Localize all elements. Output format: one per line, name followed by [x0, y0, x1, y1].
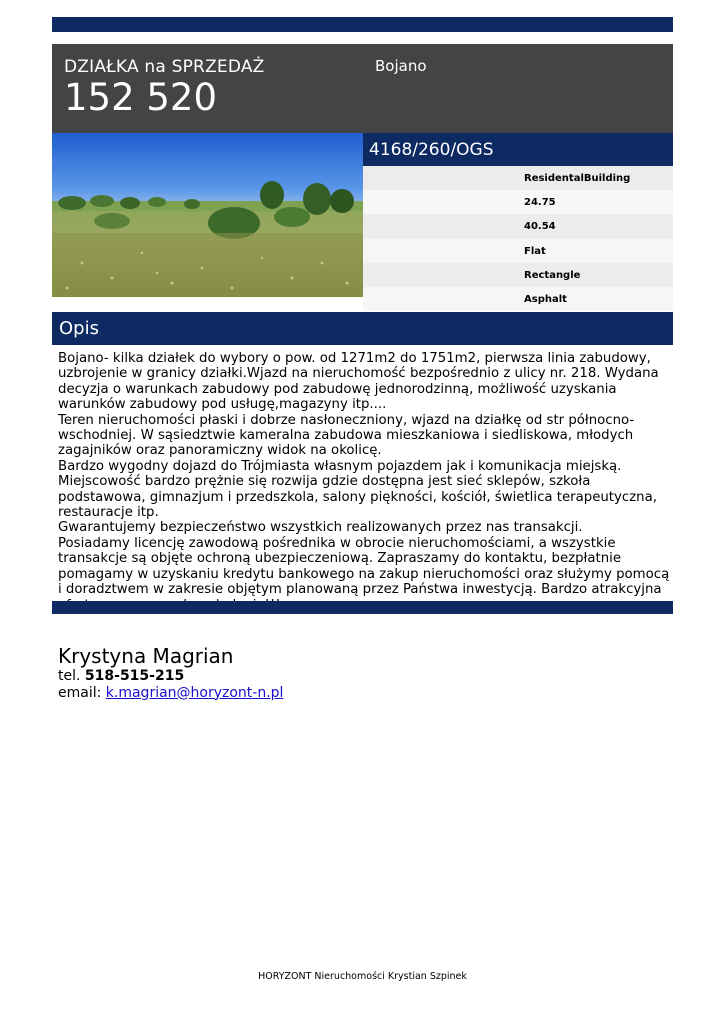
agent-email-line: [58, 685, 658, 702]
feature-row-road: Asphalt: [363, 287, 673, 311]
agent-phone: 518-515-215: [84, 668, 185, 684]
description-paragraph: Gwarantujemy bezpieczeństwo wszystkich realizowanych przez nas transakcji.: [58, 520, 583, 536]
agent-contact: [58, 644, 658, 701]
description-paragraph: Bojano- kilka działek do wybory o pow. od 1271m2 do 1751m2, pierwsza linia zabudowy, uzbrojenie w granicy działki.Wjazd na nieruchomość bezpośrednio z ulicy nr. 218. Wydana decyzja o warunkach zabudowy pod zabudowę jednorodzinną, możliwość uzyskania warunków zabudowy pod usługę,magazyny itp....: [58, 351, 659, 413]
feature-row-value-2: 40.54: [363, 214, 673, 238]
listing-header: [52, 44, 673, 133]
agent-name: Krystyna Magrian: [58, 644, 234, 668]
agent-email-link[interactable]: k.magrian@horyzont-n.pl: [105, 684, 284, 701]
feature-row-shape: Rectangle: [363, 263, 673, 287]
phone-label: tel.: [58, 668, 81, 684]
listing-city: Bojano: [375, 57, 427, 75]
feature-row-terrain: Flat: [363, 239, 673, 263]
footer-agency: HORYZONT Nieruchomości Krystian Szpinek: [258, 971, 467, 982]
feature-row-value-1: 24.75: [363, 190, 673, 214]
description-paragraph: Bardzo wygodny dojazd do Trójmiasta własnym pojazdem jak i komunikacja miejską. Miejscowość bardzo prężnie się rozwija gdzie dostępna jest sieć sklepów, szkoła podstawowa, gimnazjum i przedszkola, salony piękności, kościół, świetlica terapeutyczna, restauracje itp.: [58, 458, 657, 521]
property-photo: [52, 133, 363, 297]
email-label: email:: [58, 684, 102, 701]
description-text: [58, 351, 670, 613]
section-divider-bar: [52, 601, 673, 614]
listing-price: 152 520: [64, 76, 218, 119]
description-heading: Opis: [52, 312, 673, 345]
top-accent-bar: [52, 17, 673, 32]
description-paragraph: Teren nieruchomości płaski i dobrze nasłoneczniony, wjazd na działkę od str północno- wschodniej. W sąsiedztwie kameralna zabudowa mieszkaniowa i siedliskowa, młodych zagajników oraz panoramiczny widok na okolicę.: [58, 412, 635, 459]
features-table: [363, 166, 673, 311]
reference-number: 4168/260/OGS: [363, 133, 673, 166]
listing-type: DZIAŁKA na SPRZEDAŻ: [64, 57, 265, 77]
description-paragraph: Posiadamy licencję zawodową pośrednika w obrocie nieruchomościami, a wszystkie transakcje są objęte ochroną ubezpieczeniową. Zapraszamy do kontaktu, bezpłatnie pomagamy w uzyskaniu kredytu bankowego na zakup nieruchomości oraz służymy pomocą i doradztwem w zakresie objętym planowaną przez Państwa inwestycją. Bardzo atrakcyjna: [58, 535, 670, 598]
agent-phone-line: [58, 668, 658, 685]
feature-row-building-type: ResidentalBuilding: [363, 166, 673, 190]
